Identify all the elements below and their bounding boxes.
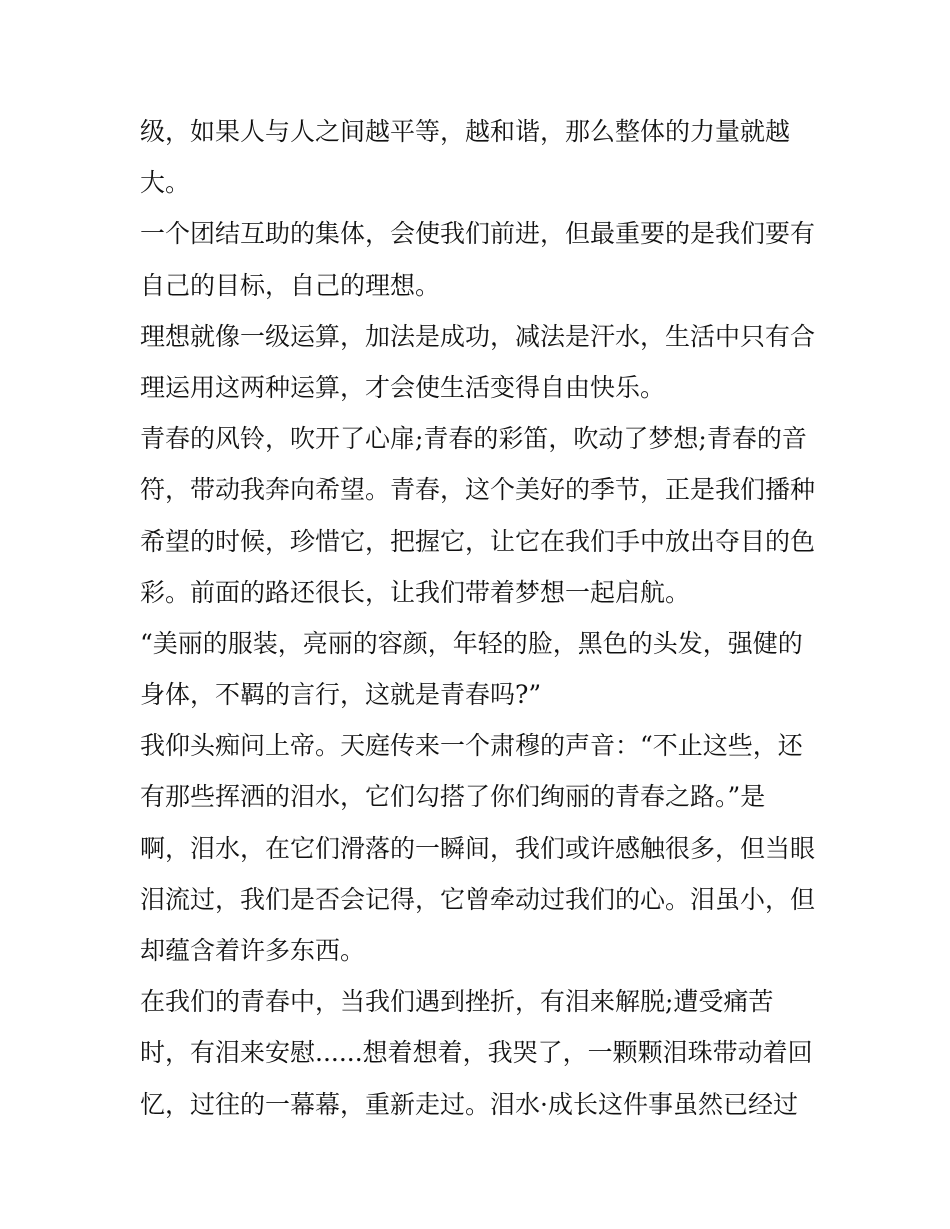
- text-line: 理想就像一级运算，加法是成功，减法是汗水，生活中只有合: [140, 321, 816, 351]
- text-line: “美丽的服装，亮丽的容颜，年轻的脸，黑色的头发，强健的: [140, 628, 803, 658]
- text-line: 泪流过，我们是否会记得，它曾牵动过我们的心。泪虽小，但: [140, 884, 816, 914]
- text-line: 我仰头痴问上帝。天庭传来一个肃穆的声音：“不止这些，还: [140, 731, 803, 761]
- text-line: 彩。前面的路还很长，让我们带着梦想一起启航。: [140, 577, 691, 607]
- text-line: 青春的风铃，吹开了心扉;青春的彩笛，吹动了梦想;青春的音: [140, 424, 807, 454]
- text-line: 却蕴含着许多东西。: [140, 936, 366, 965]
- text-line: 一个团结互助的集体，会使我们前进，但最重要的是我们要有: [140, 219, 816, 249]
- text-line: 级，如果人与人之间越平等，越和谐，那么整体的力量就越: [140, 117, 791, 146]
- document-body: [140, 106, 820, 1130]
- text-line: 忆，过往的一幕幕，重新走过。泪水·成长这件事虽然已经过: [140, 1089, 798, 1119]
- text-line: 有那些挥洒的泪水，它们勾搭了你们绚丽的青春之路。”是: [140, 782, 766, 812]
- text-line: 身体，不羁的言行，这就是青春吗?”: [140, 680, 542, 710]
- text-line: 时，有泪来安慰......想着想着，我哭了，一颗颗泪珠带动着回: [140, 1038, 813, 1068]
- text-line: 大。: [140, 168, 191, 198]
- text-line: 希望的时候，珍惜它，把握它，让它在我们手中放出夺目的色: [140, 526, 816, 556]
- text-line: 啊，泪水，在它们滑落的一瞬间，我们或许感触很多，但当眼: [140, 833, 816, 863]
- text-line: 符，带动我奔向希望。青春，这个美好的季节，正是我们播种: [140, 475, 816, 505]
- text-line: 理运用这两种运算，才会使生活变得自由快乐。: [140, 372, 666, 402]
- text-line: 自己的目标，自己的理想。: [140, 270, 441, 300]
- text-line: 在我们的青春中，当我们遇到挫折，有泪来解脱;遭受痛苦: [140, 987, 774, 1017]
